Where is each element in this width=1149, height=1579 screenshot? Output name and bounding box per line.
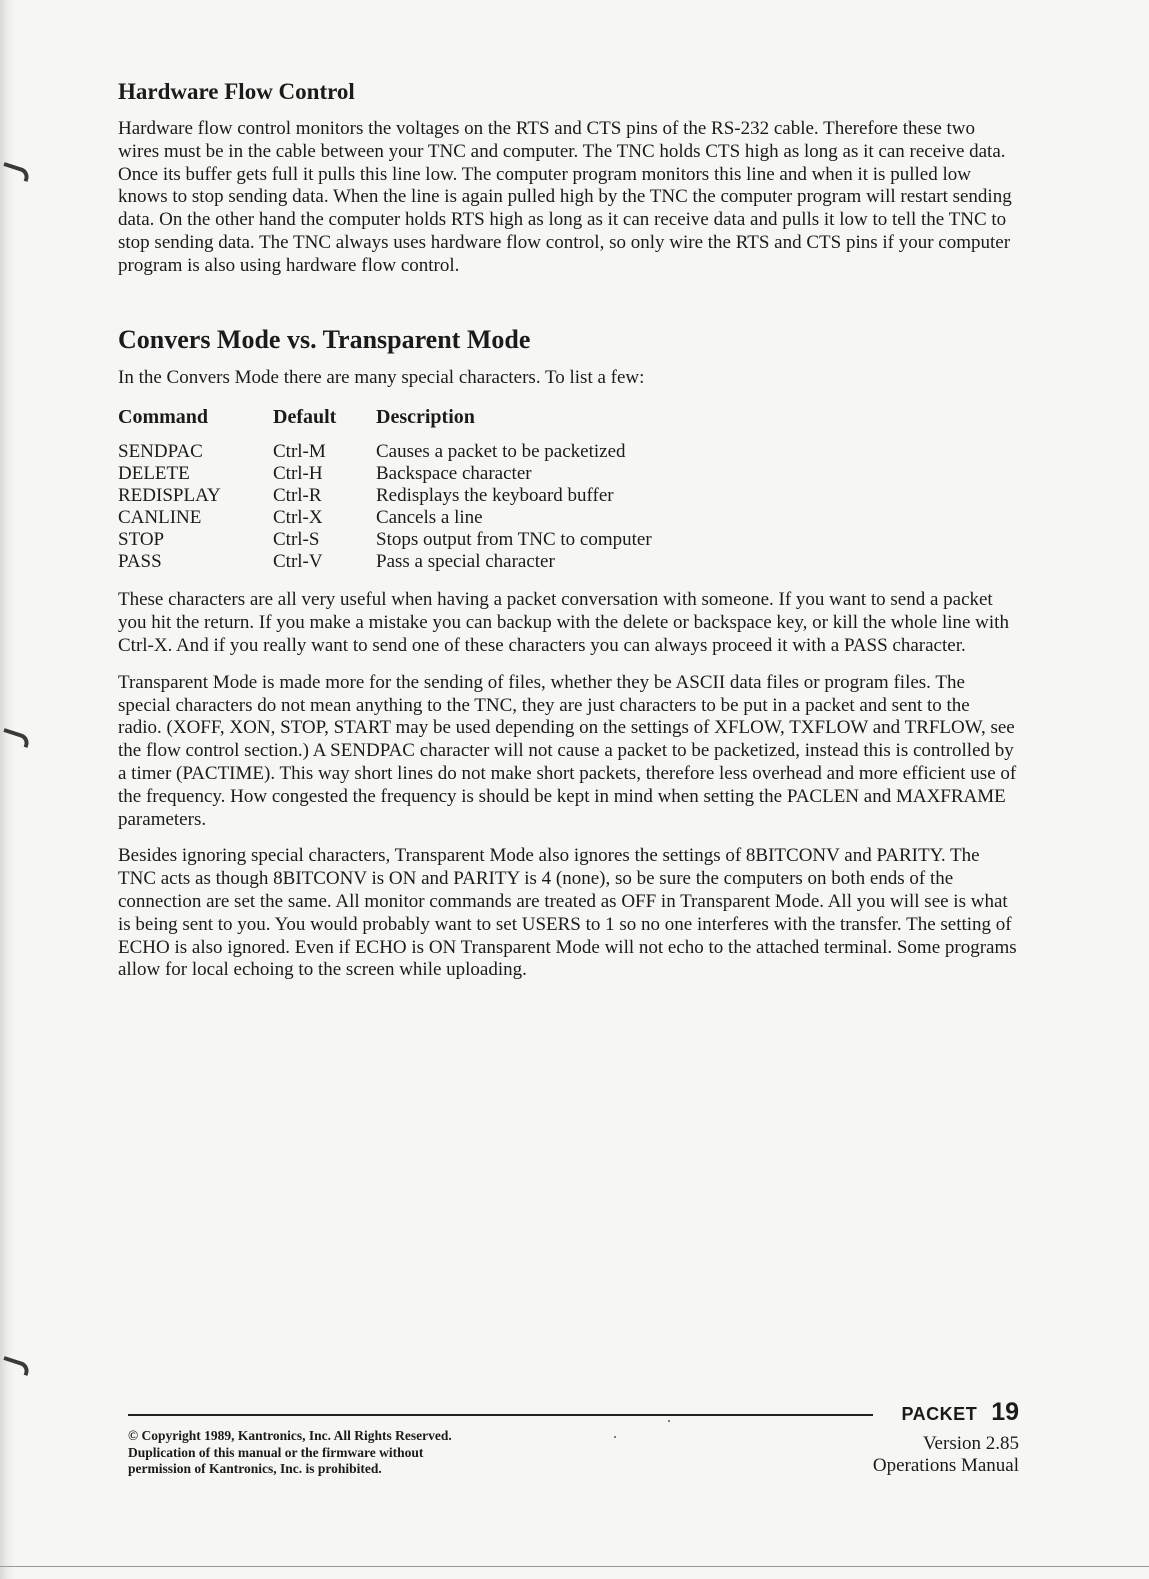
description-cell: Redisplays the keyboard buffer [376, 485, 614, 507]
binder-ring-mark [0, 728, 30, 748]
default-cell: Ctrl-S [273, 529, 320, 551]
manual-version: Version 2.85 [922, 1433, 1019, 1454]
binding-edge [0, 0, 14, 1579]
copyright-line: Duplication of this manual or the firmware without [128, 1444, 424, 1460]
default-cell: Ctrl-X [273, 507, 323, 529]
footer-page-info [873, 1398, 1019, 1477]
table-row [118, 507, 652, 529]
copyright-line: permission of Kantronics, Inc. is prohibited. [128, 1461, 382, 1476]
column-header-description: Description [376, 406, 475, 429]
page-content [118, 78, 1018, 996]
command-cell: SENDPAC [118, 441, 203, 463]
table-row [118, 463, 652, 485]
command-cell: STOP [118, 529, 165, 551]
column-header-default: Default [273, 406, 337, 429]
section-heading-convers-transparent: Convers Mode vs. Transparent Mode [118, 324, 531, 354]
convers-usage-paragraph: These characters are all very useful when having a packet conversation with someone. If you want to send a packet you hit the return. If you make a mistake you can backup with the delete or backspace key, or kill the whole line with Ctrl-X. And if you really want to send one of these characters you can always proceed it with a PASS character. [118, 589, 1009, 656]
table-header-row [118, 405, 652, 441]
binder-ring-mark [0, 1356, 30, 1376]
default-cell: Ctrl-H [273, 463, 323, 485]
default-cell: Ctrl-V [273, 551, 323, 573]
binder-ring-mark [0, 162, 30, 182]
manual-title: Operations Manual [872, 1455, 1019, 1476]
description-cell: Causes a packet to be packetized [376, 441, 626, 463]
page-number: 19 [991, 1398, 1019, 1426]
special-characters-table [118, 405, 652, 573]
copyright-line: © Copyright 1989, Kantronics, Inc. All Rights Reserved. [128, 1428, 452, 1443]
paper-speck [614, 1436, 616, 1438]
description-cell: Stops output from TNC to computer [376, 529, 652, 551]
description-cell: Pass a special character [376, 551, 555, 573]
section-label: PACKET [901, 1404, 978, 1424]
transparent-ignores-paragraph: Besides ignoring special characters, Transparent Mode also ignores the settings of 8BITCONV and PARITY. The TNC acts as though 8BITCONV is ON and PARITY is 4 (none), so be sure the computers on both ends of the connection are set the same. All monitor commands are treated as OFF in Transparent Mode. All you will see is what is being sent to you. You would probably want to set USERS to 1 so no one interferes with the transfer. The setting of ECHO is also ignored. Even if ECHO is ON Transparent Mode will not echo to the attached terminal. Some programs allow for local echoing to the screen while uploading. [118, 845, 1017, 981]
hardware-flow-paragraph: Hardware flow control monitors the voltages on the RTS and CTS pins of the RS-232 cable. Therefore these two wires must be in the cable between your TNC and computer. The TNC holds CTS high as long as it can receive data. Once its buffer gets full it pulls this line low. The computer program monitors this line and when it is pulled low knows to stop sending data. When the line is again pulled high by the TNC the computer program will restart sending data. On the other hand the computer holds RTS high as long as it can receive data and pulls it low to tell the TNC to stop sending data. The TNC always uses hardware flow control, so only wire the RTS and CTS pins if your computer program is also using hardware flow control. [118, 118, 1012, 276]
description-cell: Backspace character [376, 463, 532, 485]
paper-speck [668, 1420, 670, 1422]
description-cell: Cancels a line [376, 507, 483, 529]
default-cell: Ctrl-R [273, 485, 322, 507]
transparent-mode-paragraph: Transparent Mode is made more for the sending of files, whether they be ASCII data files or program files. The special characters do not mean anything to the TNC, they are just characters to be put in a packet and sent to the radio. (XOFF, XON, STOP, START may be used depending on the settings of XFLOW, TXFLOW and TRFLOW, see the flow control section.) A SENDPAC character will not cause a packet to be packetized, instead this is controlled by a timer (PACTIME). This way short lines do not make short packets, therefore less overhead and more efficient use of the frequency. How congested the frequency is should be kept in mind when setting the PACLEN and MAXFRAME parameters. [118, 671, 1017, 830]
default-cell: Ctrl-M [273, 441, 326, 463]
command-cell: PASS [118, 551, 162, 573]
section-heading-hardware-flow: Hardware Flow Control [118, 79, 355, 104]
table-row [118, 529, 652, 551]
command-cell: DELETE [118, 463, 190, 485]
footer-divider [128, 1414, 873, 1416]
column-header-command: Command [118, 406, 209, 429]
running-footer [873, 1398, 1019, 1427]
command-cell: CANLINE [118, 507, 202, 529]
copyright-notice [128, 1428, 568, 1478]
table-row [118, 485, 652, 507]
convers-intro-paragraph: In the Convers Mode there are many special characters. To list a few: [118, 366, 645, 388]
scan-bottom-edge [0, 1566, 1149, 1567]
table-row [118, 441, 652, 463]
command-cell: REDISPLAY [118, 485, 221, 507]
table-row [118, 551, 652, 573]
